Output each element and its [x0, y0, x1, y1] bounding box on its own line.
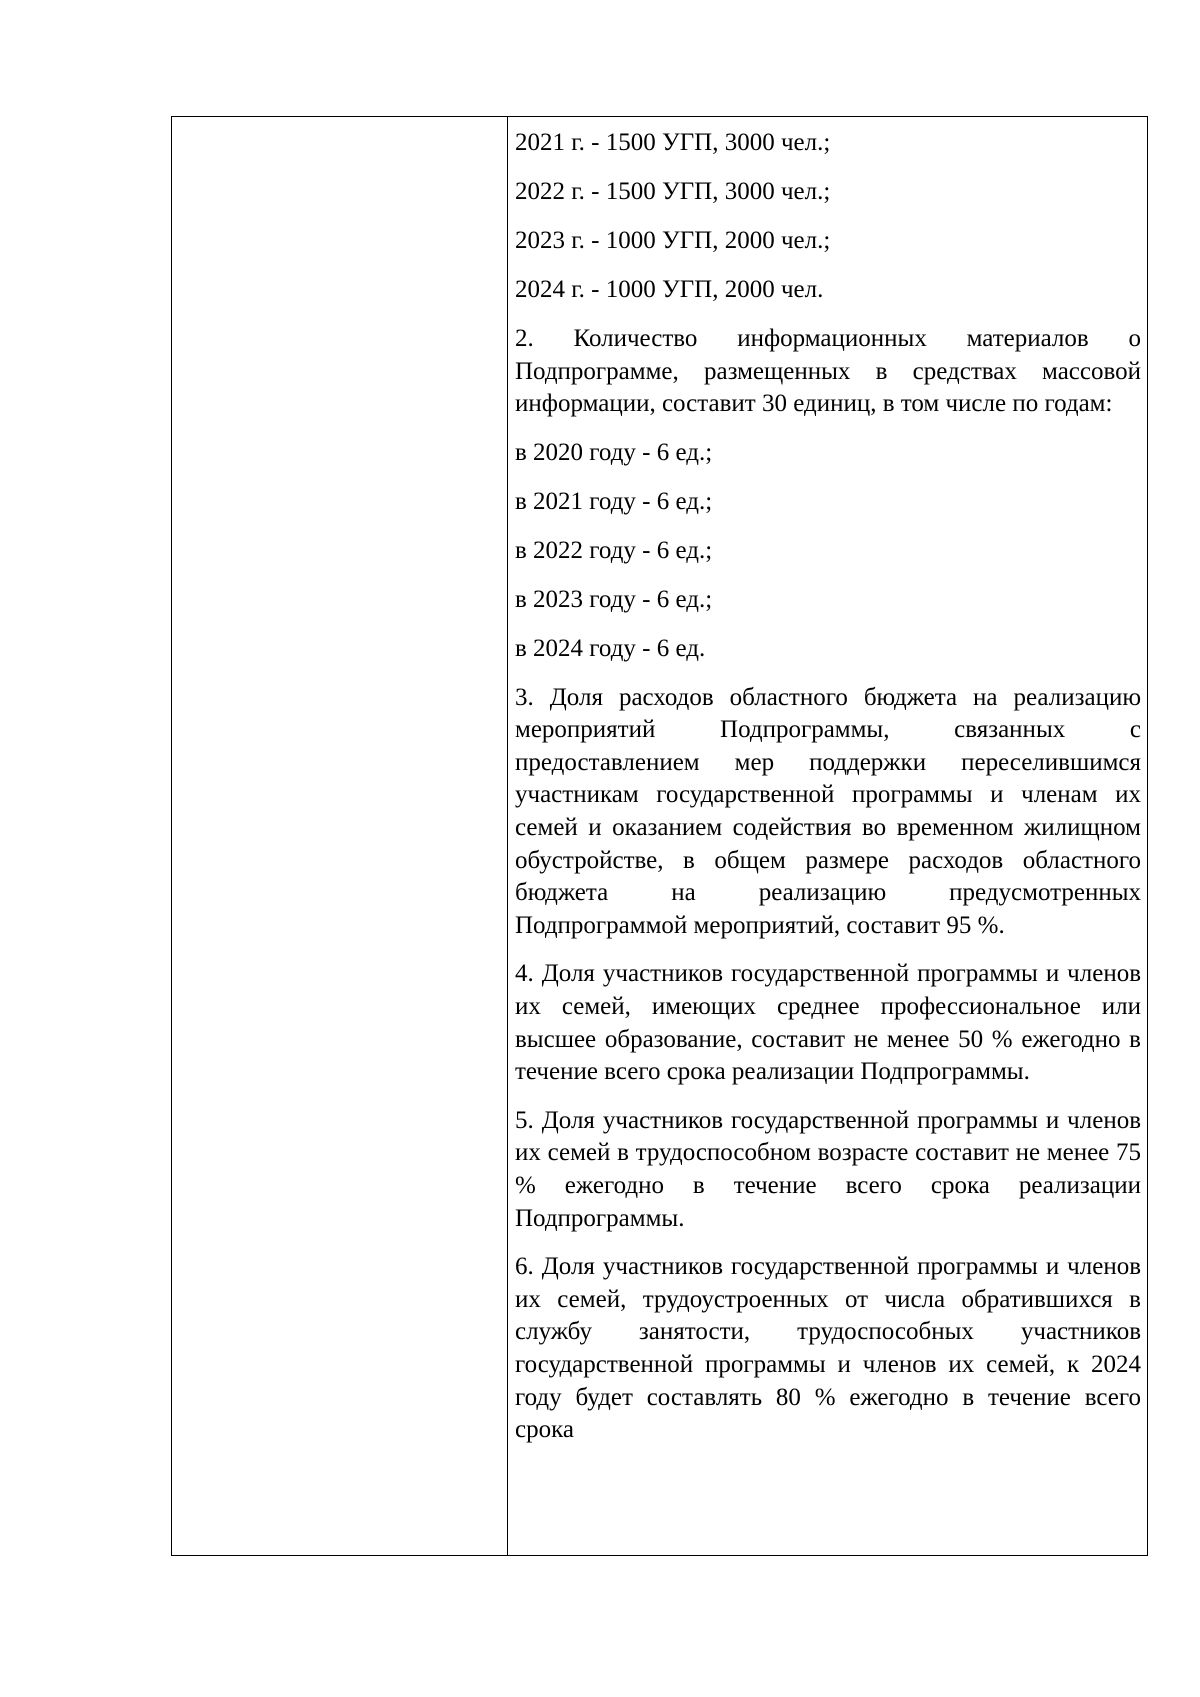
year-line-2021: 2021 г. - 1500 УГП, 3000 чел.;: [515, 129, 831, 156]
indicator-2-year-2020: в 2020 году - 6 ед.;: [515, 438, 713, 466]
document-table: [171, 116, 1148, 1556]
indicator-4-text: 4. Доля участников государственной программы и членов их семей, имеющих среднее профессиональное или высшее образование, составит не менее 50 % ежегодно в течение всего срока реализации Подпрограммы.: [515, 960, 1141, 1086]
indicator-2-year-2023: в 2023 году - 6 ед.;: [515, 585, 713, 613]
year-line-2023: 2023 г. - 1000 УГП, 2000 чел.;: [515, 226, 831, 254]
indicator-3-text: 3. Доля расходов областного бюджета на реализацию мероприятий Подпрограммы, связанных с предоставлением мер поддержки переселившимся участникам государственной программы и членам их семей и оказанием содействия во временном жилищном обустройстве, в общем размере расходов областного бюджета на реализацию предусмотренных Подпрограммой мероприятий, составит 95 %.: [515, 683, 1141, 939]
table-left-cell: [172, 117, 508, 1555]
table-right-cell: [508, 117, 1147, 1555]
indicator-5-text: 5. Доля участников государственной программы и членов их семей в трудоспособном возрасте составит не менее 75 % ежегодно в течение всего срока реализации Подпрограммы.: [515, 1106, 1141, 1232]
year-line-2022: 2022 г. - 1500 УГП, 3000 чел.;: [515, 177, 831, 205]
indicator-6-text: 6. Доля участников государственной программы и членов их семей, трудоустроенных от числа обратившихся в службу занятости, трудоспособных участников государственной программы и членов их семей, к 2024 году будет составлять 80 % ежегодно в течение всего срока: [515, 1253, 1141, 1444]
indicator-2-text: 2. Количество информационных материалов о Подпрограмме, размещенных в средствах массовой информации, составит 30 единиц, в том числе по годам:: [515, 324, 1141, 418]
indicator-2-year-2024: в 2024 году - 6 ед.: [515, 634, 706, 662]
indicator-2-year-2021: в 2021 году - 6 ед.;: [515, 487, 713, 515]
indicator-2-year-2022: в 2022 году - 6 ед.;: [515, 536, 713, 564]
year-line-2024: 2024 г. - 1000 УГП, 2000 чел.: [515, 275, 824, 303]
